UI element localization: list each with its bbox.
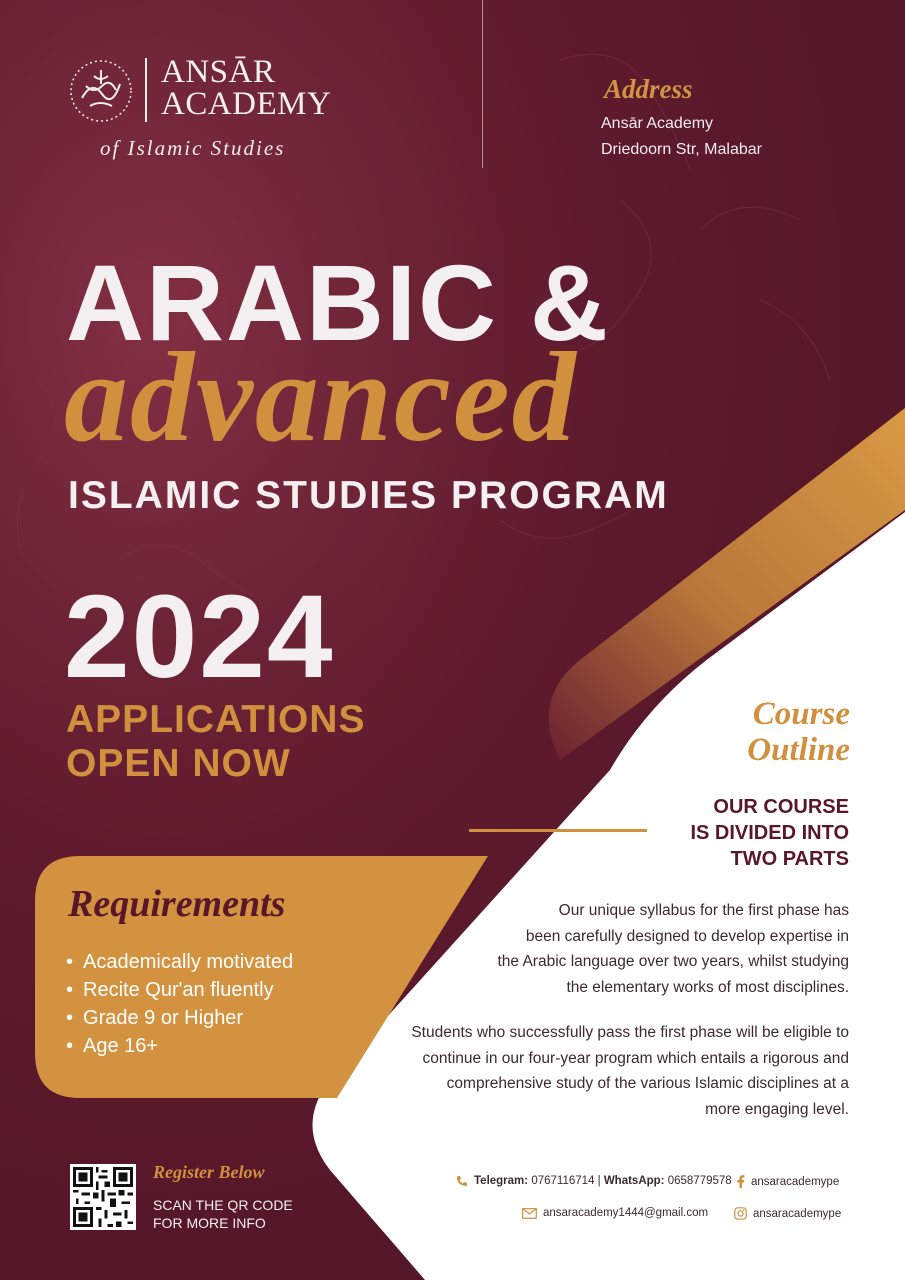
divided-line2: IS DIVIDED INTO (690, 822, 849, 844)
para1-line: Our unique syllabus for the first phase has (558, 902, 849, 919)
contact-separator: | (597, 1175, 601, 1187)
phone-icon (456, 1175, 468, 1187)
requirement-item: • Recite Qur'an fluently (66, 976, 293, 1004)
academy-name-line2: ACADEMY (161, 86, 332, 122)
academy-name-line1: ANSĀR (161, 54, 276, 90)
para2-line: comprehensive study of the various Islamic disciplines at a (446, 1075, 849, 1092)
phone-contacts (456, 1175, 732, 1187)
email-contact (522, 1207, 708, 1219)
applications-line1: APPLICATIONS (66, 698, 366, 741)
requirement-item: • Academically motivated (66, 948, 293, 976)
instagram-icon (734, 1207, 747, 1220)
applications-open (66, 698, 365, 786)
requirement-item: • Grade 9 or Higher (66, 1004, 293, 1032)
title-arabic: ARABIC & (66, 242, 610, 363)
telegram-number[interactable]: 0767116714 (531, 1175, 595, 1187)
course-title-line2: Outline (747, 732, 850, 768)
course-paragraph-1 (497, 898, 849, 1000)
logo-divider (145, 58, 147, 122)
qr-code-icon (73, 1167, 133, 1227)
divided-line3: TWO PARTS (730, 848, 849, 870)
para1-line: the Arabic language over two years, whilst studying (497, 953, 849, 970)
calligraphy-logo-icon (68, 58, 134, 124)
instagram-handle[interactable]: ansaracademype (753, 1207, 842, 1220)
facebook-icon (736, 1175, 745, 1188)
scan-qr-text (153, 1196, 293, 1232)
address-title: Address (604, 74, 693, 104)
email-icon (522, 1208, 537, 1219)
para1-line: been carefully designed to develop expertise in (525, 927, 849, 945)
academy-name (161, 56, 331, 120)
academy-subtitle: of Islamic Studies (100, 136, 286, 160)
year: 2024 (64, 571, 335, 703)
course-divider-line (469, 829, 647, 832)
facebook-contact (736, 1175, 839, 1188)
requirements-title: Requirements (68, 883, 286, 925)
requirement-item: • Age 16+ (66, 1032, 293, 1060)
course-paragraph-2 (411, 1020, 849, 1122)
para2-line: Students who successfully pass the first phase will be eligible to (411, 1024, 849, 1041)
instagram-contact (734, 1207, 841, 1220)
applications-line2: OPEN NOW (66, 742, 291, 785)
course-title-line1: Course (752, 696, 850, 732)
whatsapp-label: WhatsApp: (603, 1175, 665, 1187)
requirements-list (66, 948, 293, 1060)
facebook-handle[interactable]: ansaracademype (751, 1175, 840, 1188)
title-program: ISLAMIC STUDIES PROGRAM (68, 474, 669, 517)
qr-code[interactable] (70, 1164, 136, 1230)
address-line-2: Driedoorn Str, Malabar (601, 141, 762, 158)
para2-line: continue in our four-year program which entails a rigorous and (422, 1049, 849, 1067)
course-divided-heading (690, 794, 849, 872)
para2-line: more engaging level. (705, 1100, 849, 1118)
course-outline-title (747, 696, 850, 768)
telegram-label: Telegram: (474, 1175, 529, 1187)
header-divider (482, 0, 483, 168)
scan-line2: FOR MORE INFO (153, 1215, 266, 1231)
address-line-1: Ansār Academy (601, 115, 714, 132)
para1-line: the elementary works of most disciplines. (566, 978, 849, 996)
divided-line1: OUR COURSE (713, 796, 849, 818)
scan-line1: SCAN THE QR CODE (153, 1197, 293, 1213)
title-advanced: advanced (64, 326, 578, 468)
register-title: Register Below (153, 1162, 265, 1182)
whatsapp-number[interactable]: 0658779578 (667, 1175, 732, 1187)
email-address[interactable]: ansaracademy1444@gmail.com (543, 1207, 709, 1219)
